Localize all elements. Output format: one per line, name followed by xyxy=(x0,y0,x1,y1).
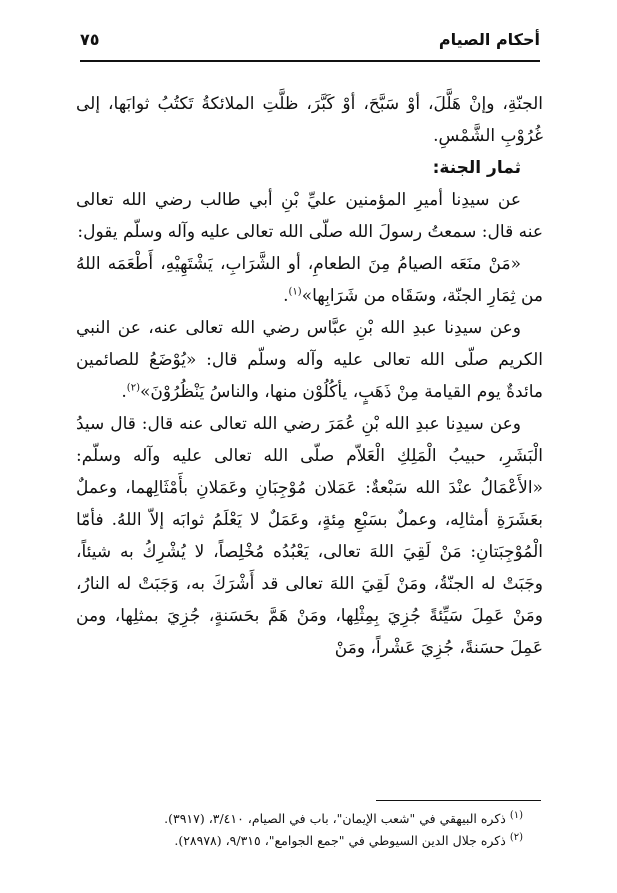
footnote-text-1: ذكره البيهقي في "شعب الإيمان"، باب في الصيام، ٣/٤١٠، (٣٩١٧). xyxy=(164,811,510,826)
footnote-divider xyxy=(376,800,541,801)
paragraph-1: الجنّةِ، وإنْ هَلَّلَ، أوْ سَبَّحَ، أوْ كَبَّرَ، ظلَّتِ الملائكةُ تَكتُبُ ثوابَها، إلى غُرُوْبِ الشَّمْسِ. xyxy=(76,94,543,146)
sentence-end-2: . xyxy=(121,382,127,402)
paragraph-5: وعن سيدِنا عبدِ الله بْنِ عُمَرَ رضي الله تعالى عنه قال: قال سيدُ الْبَشَرِ، حبيبُ الْمَلِكِ الْعَلاّم صلّى الله تعالى عليه وآله وسلّم: «الأَعْمَالُ عنْدَ الله سَبْعةٌ: عَمَلان مُوْجِبَانِ وعَمَلانِ بأَمْثَالِهما، وعملٌ بعَشَرَةِ أمثالِه، وعملٌ بسَبْعِ مِئةٍ، وعَمَلٌ لا يَعْلَمُ ثوابَه إلاّ اللهُ. فأمّا الْمُوْجِبَتانِ: مَنْ لَقِيَ اللهَ تعالى، يَعْبُدُه مُخْلِصاً، لا يُشْرِكُ به شيئاً، وجَبَتْ له الجنّةُ، ومَنْ لَقِيَ اللهَ تعالى قد أَشْرَكَ به، وَجَبَتْ له النارُ، ومَنْ عَمِلَ سَيِّئةً جُزِيَ بِمِثْلِها، ومَنْ هَمَّ بحَسَنةٍ، جُزِيَ بمثلِها، ومن عَمِلَ حسَنةً، جُزِيَ عَشْراً، ومَنْ xyxy=(76,414,543,658)
footnote-1 xyxy=(76,808,543,830)
footnote-2 xyxy=(76,830,543,852)
header-divider xyxy=(80,60,540,62)
running-header xyxy=(80,30,540,60)
sentence-end-1: . xyxy=(283,286,289,306)
page-body xyxy=(76,88,543,664)
page-number: ٧٥ xyxy=(80,30,100,49)
paragraph-4 xyxy=(76,312,543,408)
header-title: أحكام الصيام xyxy=(438,30,540,49)
footnote-mark-2: (٢) xyxy=(509,831,523,843)
footnotes xyxy=(76,808,543,852)
paragraph-2: عن سيدِنا أميرِ المؤمنين عليِّ بْنِ أبي طالب رضي الله تعالى عنه قال: سمعتُ رسولَ الله صلّى الله تعالى عليه وآله وسلّم يقول: xyxy=(76,190,543,242)
footnote-text-2: ذكره جلال الدين السيوطي في "جمع الجوامع"، ٩/٣١٥، (٢٨٩٧٨). xyxy=(174,833,510,848)
paragraph-3 xyxy=(76,248,543,312)
footnote-ref-1[interactable]: (١) xyxy=(288,286,302,298)
hadith-text-1: «مَنْ منَعَه الصيامُ مِنَ الطعامِ، أو الشَّرَابِ، يَشْتَهِيْهِ، أَطْعَمَه اللهُ من ثِمَارِ الجنّة، وسَقَاه من شَرَابِها» xyxy=(76,254,543,306)
hadith-text-2: وعن سيدِنا عبدِ الله بْنِ عبَّاس رضي الله تعالى عنه، عن النبي الكريم صلّى الله تعالى عليه وآله وسلّم قال: «يُوْضَعُ للصائمين مائدةٌ يوم القيامة مِنْ ذَهَبٍ، يأكُلُوْن منها، والناسُ يَنْظُرُوْنَ» xyxy=(76,318,543,402)
footnote-ref-2[interactable]: (٢) xyxy=(126,382,140,394)
section-heading: ثمار الجنة: xyxy=(432,158,521,178)
footnote-mark-1: (١) xyxy=(509,809,523,821)
